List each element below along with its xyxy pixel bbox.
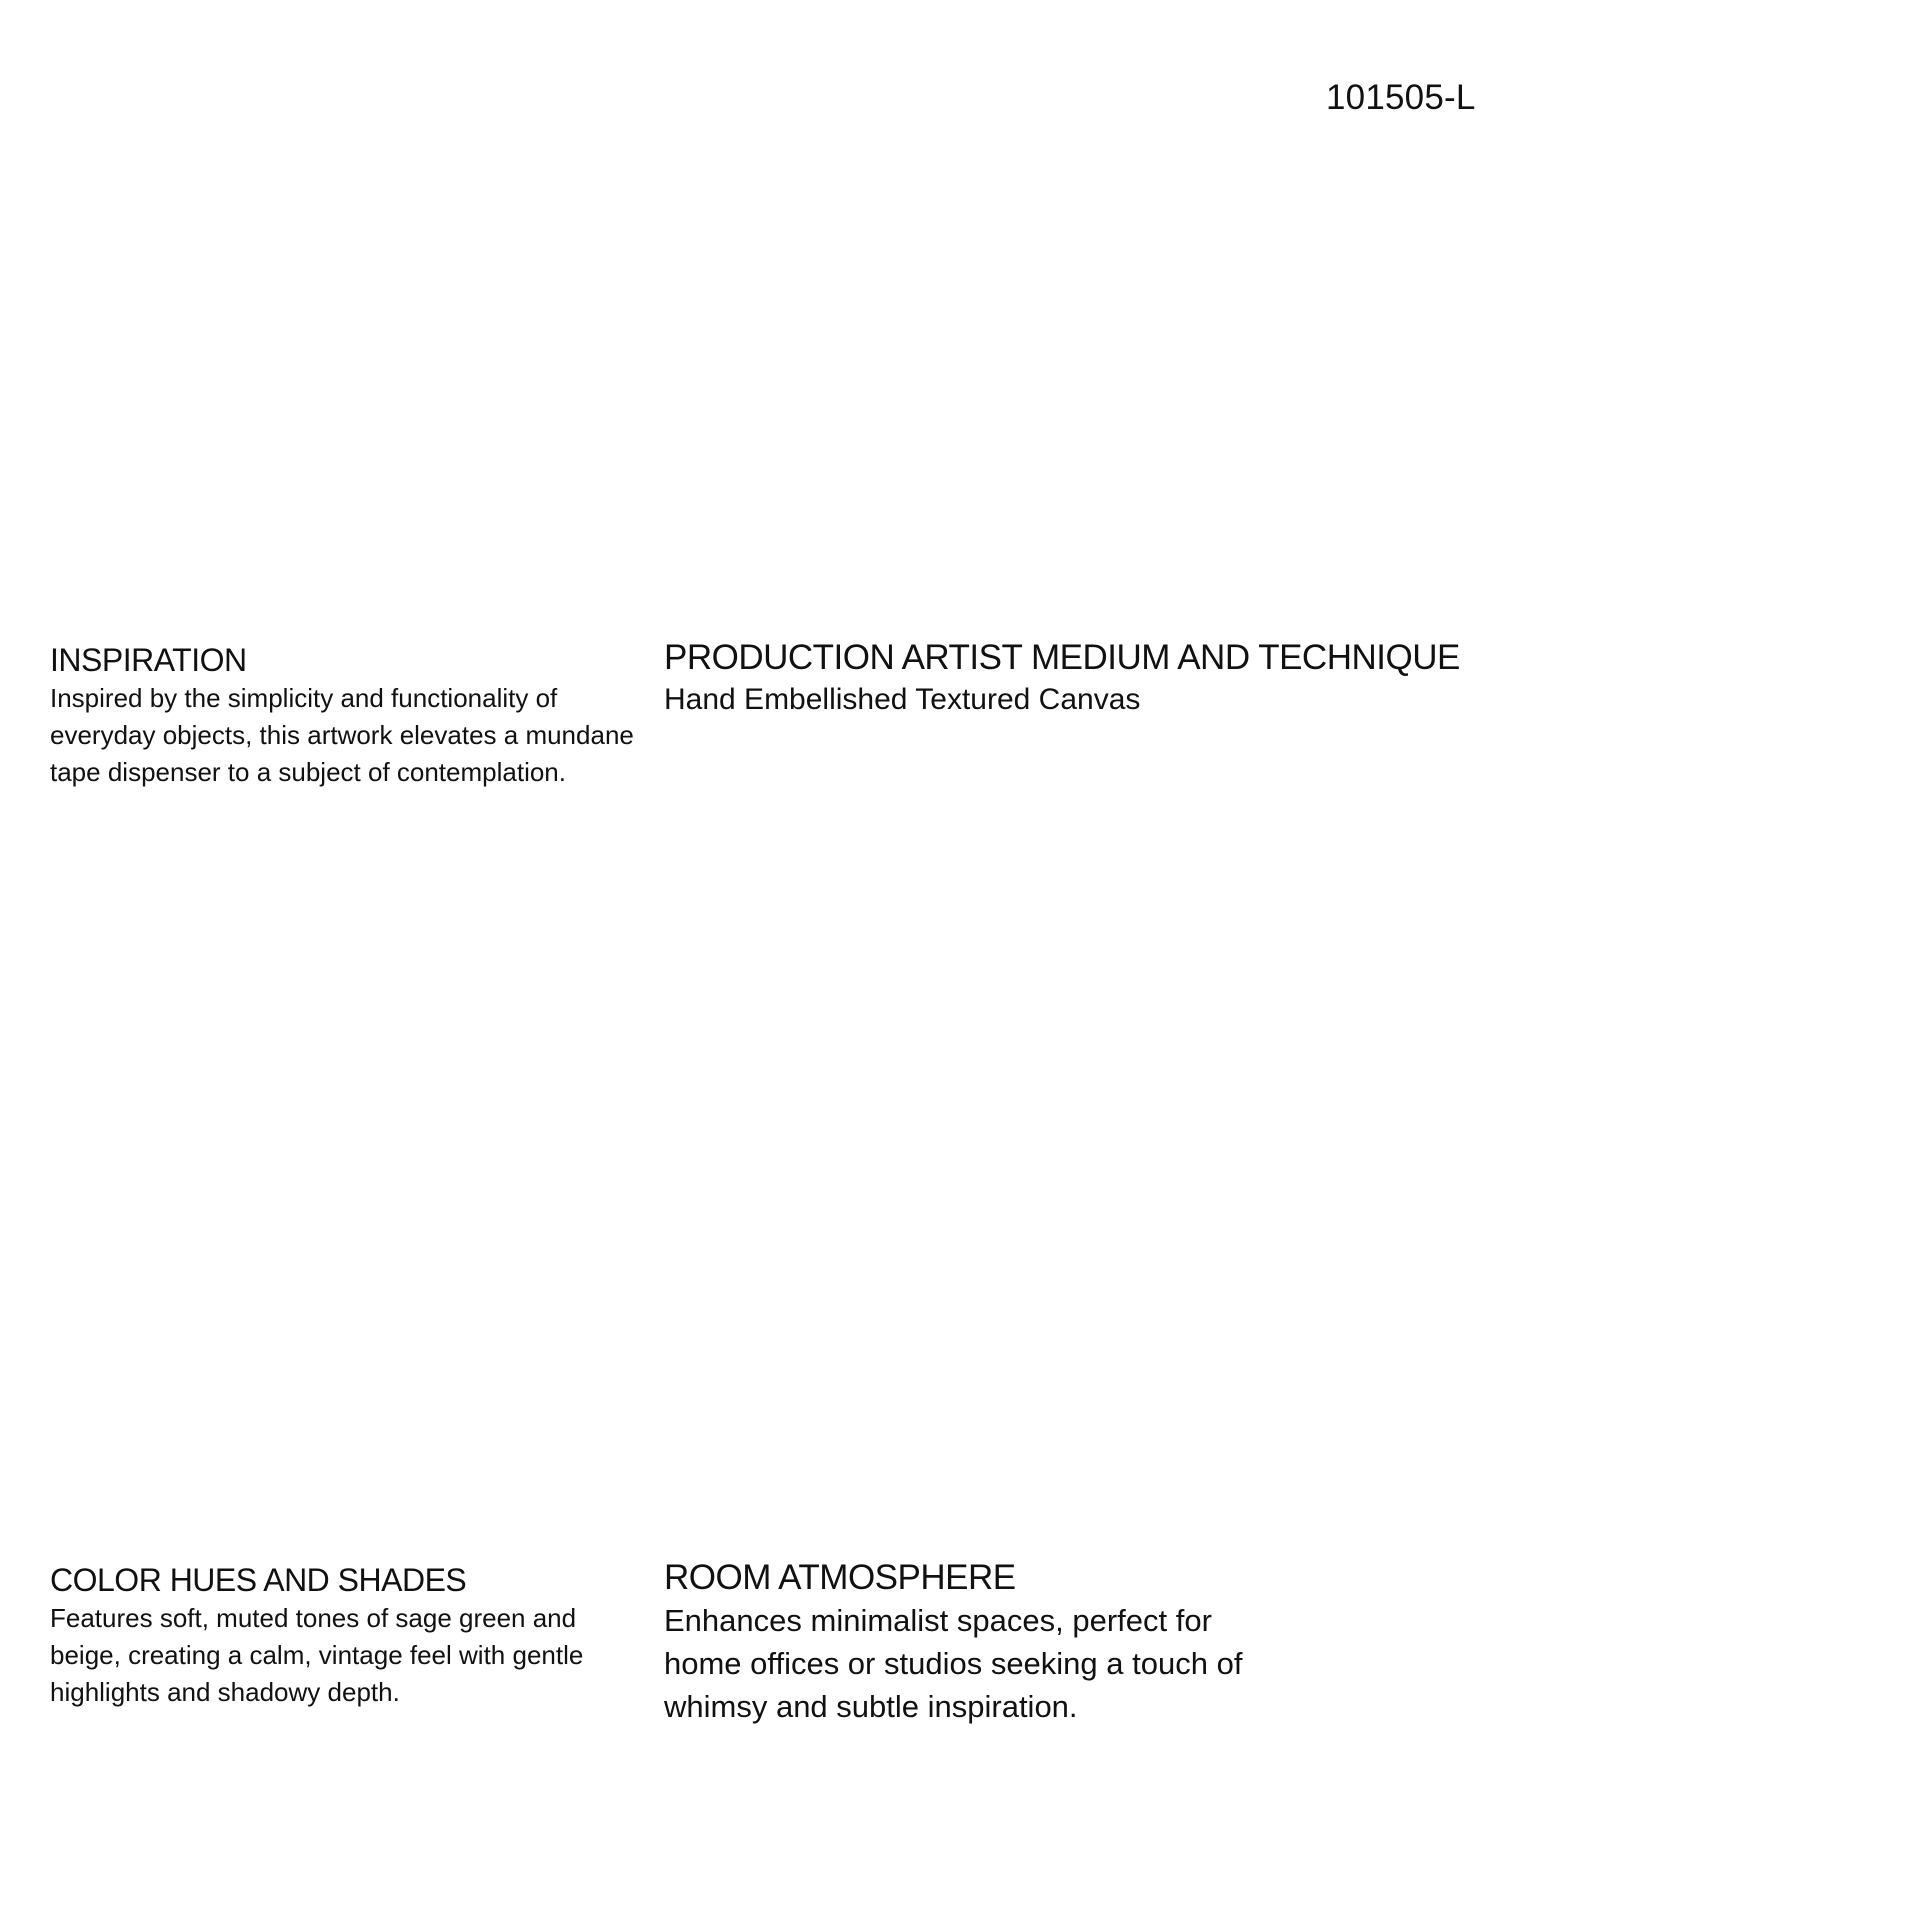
document-code: 101505-L: [1326, 78, 1476, 117]
color-hues-section: [50, 1560, 640, 1711]
room-atmosphere-heading: ROOM ATMOSPHERE: [664, 1558, 1016, 1597]
color-hues-heading: COLOR HUES AND SHADES: [50, 1562, 467, 1598]
room-atmosphere-body: Enhances minimalist spaces, perfect for home offices or studios seeking a touch of whimsy and subtle inspiration.: [664, 1603, 1243, 1724]
medium-technique-section: [664, 637, 1564, 721]
medium-technique-heading: PRODUCTION ARTIST MEDIUM AND TECHNIQUE: [664, 638, 1460, 677]
room-atmosphere-section: [664, 1557, 1254, 1728]
medium-technique-body: Hand Embellished Textured Canvas: [664, 683, 1141, 716]
inspiration-section: [50, 640, 640, 791]
color-hues-body: Features soft, muted tones of sage green and beige, creating a calm, vintage feel with gentle highlights and shadowy depth.: [50, 1603, 584, 1707]
inspiration-body: Inspired by the simplicity and functionality of everyday objects, this artwork elevates a mundane tape dispenser to a subject of contemplation.: [50, 683, 634, 787]
inspiration-heading: INSPIRATION: [50, 642, 247, 678]
